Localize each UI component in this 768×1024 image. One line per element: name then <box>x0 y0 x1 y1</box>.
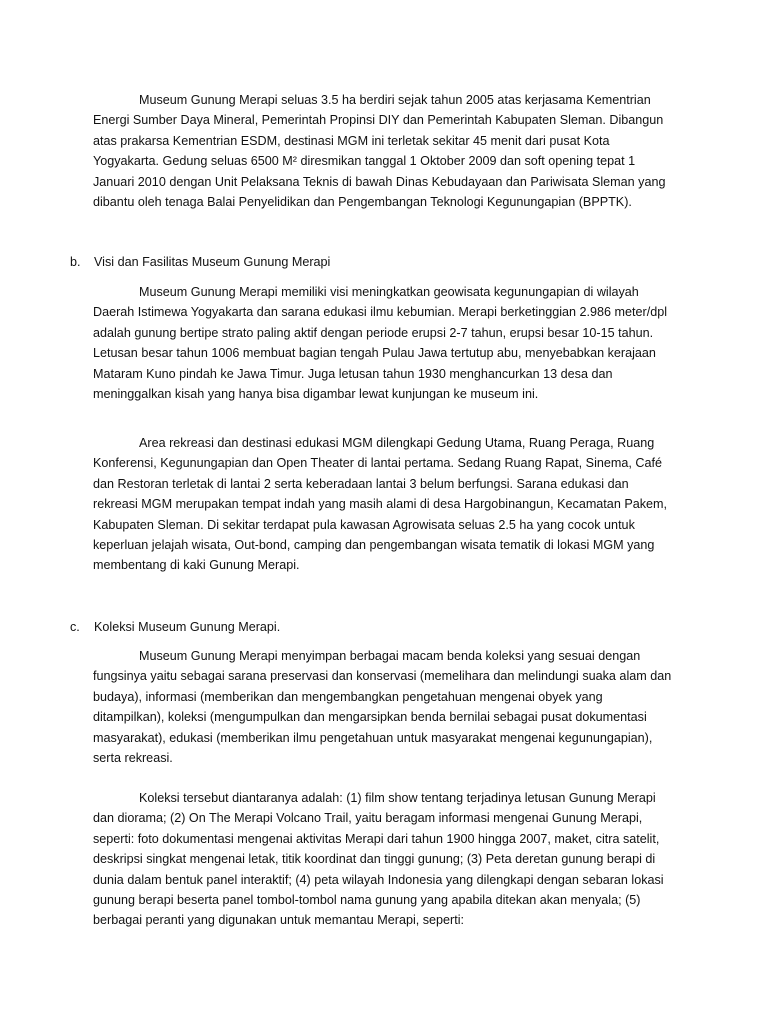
section-label-c: c. <box>70 620 80 634</box>
paragraph-intro: Museum Gunung Merapi seluas 3.5 ha berdiri sejak tahun 2005 atas kerjasama Kementrian Energi Sumber Daya Mineral, Pemerintah Propinsi DIY dan Pemerintah Kabupaten Sleman. Dibangun atas prakarsa Kementrian ESDM, destinasi MGM ini terletak sekitar 45 menit dari pusat Kota Yogyakarta. Gedung seluas 6500 M² diresmikan tanggal 1 Oktober 2009 dan soft opening tepat 1 Januari 2010 dengan Unit Pelaksana Teknis di bawah Dinas Kebudayaan dan Pariwisata Sleman yang dibantu oleh tenaga Balai Penyelidikan dan Pengembangan Teknologi Kegunungapian (BPPTK). <box>93 93 666 210</box>
section-heading-b <box>70 252 330 272</box>
paragraph-koleksi-2: Koleksi tersebut diantaranya adalah: (1) film show tentang terjadinya letusan Gunung Merapi dan diorama; (2) On The Merapi Volcano Trail, yaitu beragam informasi mengenai Gunung Merapi, seperti: foto dokumentasi mengenai aktivitas Merapi dari tahun 1900 hingga 2007, maket, citra satelit, deskripsi singkat mengenai letak, titik koordinat dan tinggi gunung; (3) Peta deretan gunung berapi di dunia dalam bentuk panel interaktif; (4) peta wilayah Indonesia yang dilengkapi dengan sebaran lokasi gunung berapi beserta panel tombol-tombol nama gunung yang apabila ditekan akan menyala; (5) berbagai peranti yang digunakan untuk memantau Merapi, seperti: <box>93 791 664 928</box>
section-heading-c <box>70 617 280 637</box>
paragraph-visi-1: Museum Gunung Merapi memiliki visi meningkatkan geowisata kegunungapian di wilayah Daerah Istimewa Yogyakarta dan sarana edukasi ilmu kebumian. Merapi berketinggian 2.986 meter/dpl adalah gunung bertipe strato paling aktif dengan periode erupsi 2-7 tahun, erupsi besar 10-15 tahun. Letusan besar tahun 1006 membuat bagian tengah Pulau Jawa tertutup abu, menyebabkan kerajaan Mataram Kuno pindah ke Jawa Timur. Juga letusan tahun 1930 menghancurkan 13 desa dan meninggalkan kisah yang hanya bisa digambar lewat kunjungan ke museum ini. <box>93 285 668 402</box>
paragraph-koleksi-1: Museum Gunung Merapi menyimpan berbagai macam benda koleksi yang sesuai dengan fungsinya yaitu sebagai sarana preservasi dan konservasi (memelihara dan melindungi suaka alam dan budaya), informasi (memberikan dan mengembangkan pengetahuan mengenai obyek yang ditampilkan), koleksi (mengumpulkan dan mengarsipkan benda bernilai sebagai pusat dokumentasi masyarakat), edukasi (memberikan ilmu pengetahuan untuk masyarakat mengenai kegunungapian), serta rekreasi. <box>93 649 672 766</box>
section-label-b: b. <box>70 255 81 269</box>
paragraph-visi-2: Area rekreasi dan destinasi edukasi MGM dilengkapi Gedung Utama, Ruang Peraga, Ruang Konferensi, Kegunungapian dan Open Theater di lantai pertama. Sedang Ruang Rapat, Sinema, Café dan Restoran terletak di lantai 2 serta keberadaan lantai 3 belum berfungsi. Sarana edukasi dan rekreasi MGM merupakan tempat indah yang masih alami di desa Hargobinangun, Kecamatan Pakem, Kabupaten Sleman. Di sekitar terdapat pula kawasan Agrowisata seluas 2.5 ha yang cocok untuk keperluan jelajah wisata, Out-bond, camping dan pengembangan wisata tematik di lokasi MGM yang membentang di kaki Gunung Merapi. <box>93 436 668 573</box>
section-title-b: Visi dan Fasilitas Museum Gunung Merapi <box>94 255 331 269</box>
section-title-c: Koleksi Museum Gunung Merapi. <box>94 620 281 634</box>
